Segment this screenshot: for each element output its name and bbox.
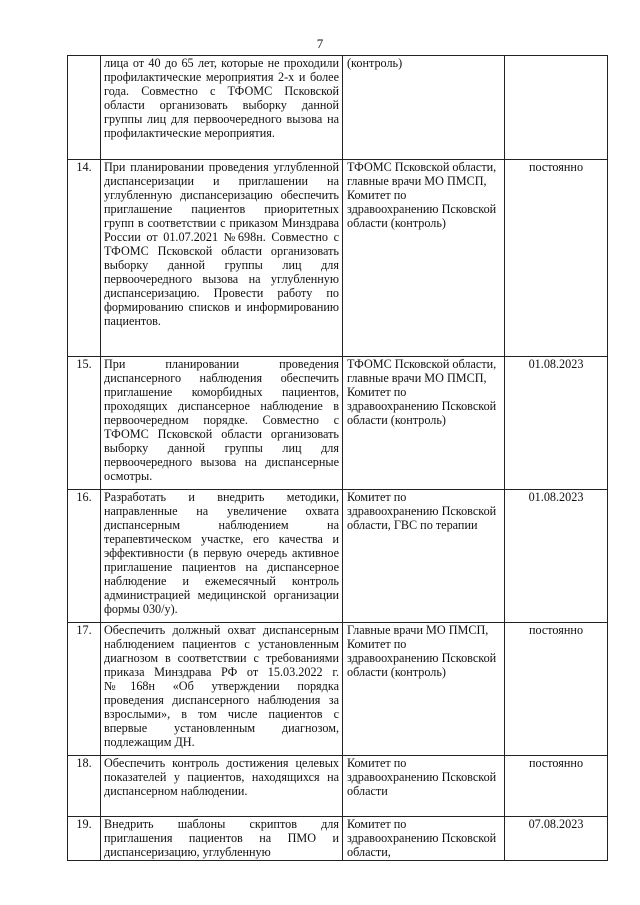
measure-text: Обеспечить должный охват диспансерным наблюдением пациентов с установленным диагнозом в соответствии с требованиями приказа Минздрава РФ от 15.03.2022 г. №168н «Об утверждении порядка проведения диспансерного наблюдения за взрослыми», в том числе пациентов с впервые установленным диагнозом, подлежащим ДН.	[104, 623, 339, 749]
responsible-text: Комитет по здравоохранению Псковской области, ГВС по терапии	[347, 490, 497, 532]
table-row	[68, 357, 608, 490]
responsible-text: ТФОМС Псковской области, главные врачи МО ПМСП, Комитет по здравоохранению Псковской области (контроль)	[347, 160, 497, 230]
table-row	[68, 756, 608, 817]
deadline-text: постоянно	[505, 623, 608, 756]
row-number: 17.	[68, 623, 101, 756]
deadline-text: 01.08.2023	[505, 490, 608, 623]
responsible-text: Комитет по здравоохранению Псковской области	[347, 756, 497, 798]
responsible-text: Главные врачи МО ПМСП, Комитет по здравоохранению Псковской области (контроль)	[347, 623, 497, 679]
measure-text: лица от 40 до 65 лет, которые не проходили профилактические мероприятия 2-х и более года. Совместно с ТФОМС Псковской области организовать выборку данной группы лиц для первоочередного вызова на профилактические мероприятия.	[104, 56, 339, 140]
measure-text: Внедрить шаблоны скриптов для приглашения пациентов на ПМО и диспансеризацию, углубленную	[104, 817, 339, 859]
table-row	[68, 56, 608, 160]
row-number: 15.	[68, 357, 101, 490]
table-row	[68, 160, 608, 357]
row-number: 18.	[68, 756, 101, 817]
table-row	[68, 490, 608, 623]
row-number: 14.	[68, 160, 101, 357]
deadline-text: постоянно	[505, 160, 608, 357]
measure-text: При планировании проведения диспансерного наблюдения обеспечить приглашение коморбидных пациентов, проходящих диспансерное наблюдение в первоочередном порядке. Совместно с ТФОМС Псковской области организовать выборку данной группы лиц для первоочередного вызова на диспансерные осмотры.	[104, 357, 339, 483]
row-number: 19.	[68, 817, 101, 861]
responsible-text: Комитет по здравоохранению Псковской области,	[347, 817, 497, 859]
measure-text: При планировании проведения углубленной диспансеризации и приглашении на углубленную диспансеризацию обеспечить приглашение пациентов приоритетных групп в соответствии с приказом Минздрава России от 01.07.2021 №698н. Совместно с ТФОМС Псковской области организовать выборку данной группы лиц для первоочередного вызова на углубленную диспансеризацию. Провести работу по формированию списков и информированию пациентов.	[104, 160, 339, 328]
row-number	[68, 56, 101, 160]
table-row	[68, 623, 608, 756]
measure-text: Разработать и внедрить методики, направленные на увеличение охвата диспансерным наблюдением на терапевтическом участке, его качества и эффективности (в первую очередь активное приглашение пациентов на диспансерное наблюдение и ежемесячный контроль администрацией медицинской организации формы 030/у).	[104, 490, 339, 616]
deadline-text: постоянно	[505, 756, 608, 817]
responsible-text: (контроль)	[347, 56, 403, 70]
deadline-text: 07.08.2023	[505, 817, 608, 861]
responsible-text: ТФОМС Псковской области, главные врачи МО ПМСП, Комитет по здравоохранению Псковской области (контроль)	[347, 357, 497, 427]
page-number: 7	[316, 36, 324, 51]
table-row	[68, 817, 608, 861]
measures-table	[67, 55, 608, 861]
measure-text: Обеспечить контроль достижения целевых показателей у пациентов, находящихся на диспансерном наблюдении.	[104, 756, 339, 798]
deadline-text: 01.08.2023	[505, 357, 608, 490]
row-number: 16.	[68, 490, 101, 623]
deadline-text	[505, 56, 608, 160]
